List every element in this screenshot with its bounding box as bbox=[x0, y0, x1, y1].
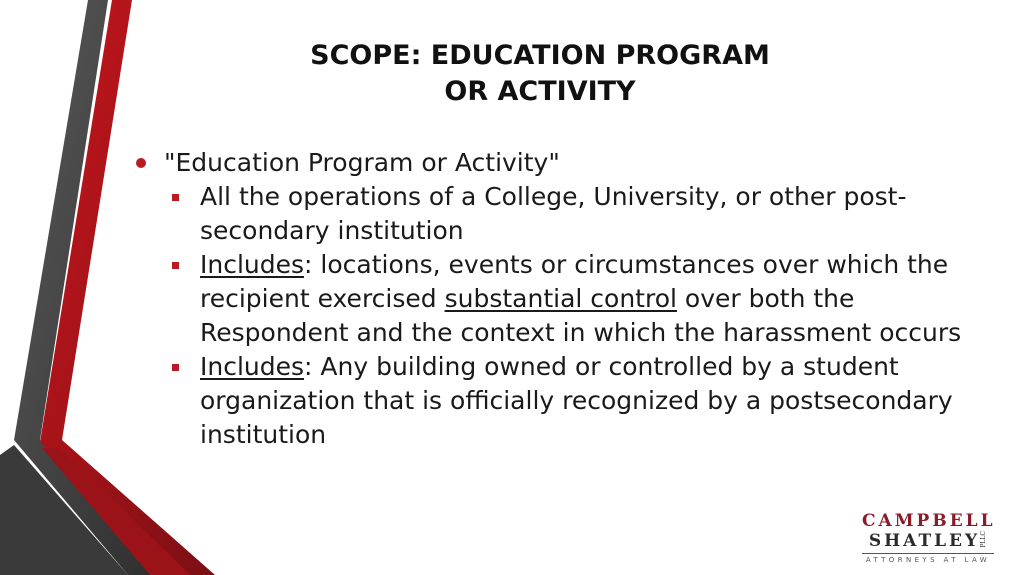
sub-bullet-2-underlined: substantial control bbox=[444, 284, 677, 313]
sub-bullet-3-text: : Any building owned or controlled by a student organization that is officially recognized by a postsecondary institution bbox=[200, 352, 953, 449]
sub-bullet-1 bbox=[130, 180, 980, 248]
logo-line-2-row bbox=[862, 531, 994, 551]
logo-divider bbox=[862, 553, 994, 554]
title-line-1: SCOPE: EDUCATION PROGRAM bbox=[310, 40, 770, 71]
sub-bullet-3 bbox=[130, 350, 980, 452]
square-bullet-icon bbox=[172, 364, 179, 371]
sub-bullet-2 bbox=[130, 248, 980, 350]
sub-bullet-2-text-a: : locations, events or circumstances over which the recipient exercised bbox=[200, 250, 949, 313]
bullet-main bbox=[130, 146, 980, 180]
logo-line-1: CAMPBELL bbox=[862, 511, 996, 531]
bullet-main-text: "Education Program or Activity" bbox=[164, 148, 560, 177]
logo-pllc: PLLC bbox=[980, 531, 988, 548]
sub-bullet-1-text: All the operations of a College, University, or other post-secondary institution bbox=[200, 182, 907, 245]
sub-bullet-2-text-b: over both the Respondent and the context in which the harassment occurs bbox=[200, 284, 962, 347]
firm-logo bbox=[862, 512, 994, 565]
title-line-2: OR ACTIVITY bbox=[444, 76, 636, 107]
square-bullet-icon bbox=[172, 262, 179, 269]
bullet-content bbox=[130, 146, 980, 452]
sub-bullet-2-lead: Includes bbox=[200, 250, 305, 279]
sub-bullet-3-lead: Includes bbox=[200, 352, 305, 381]
logo-line-2: SHATLEY bbox=[868, 531, 981, 551]
logo-tagline: ATTORNEYS AT LAW bbox=[865, 556, 991, 564]
slide-title bbox=[160, 38, 920, 110]
square-bullet-icon bbox=[172, 194, 179, 201]
round-bullet-icon bbox=[136, 158, 146, 168]
